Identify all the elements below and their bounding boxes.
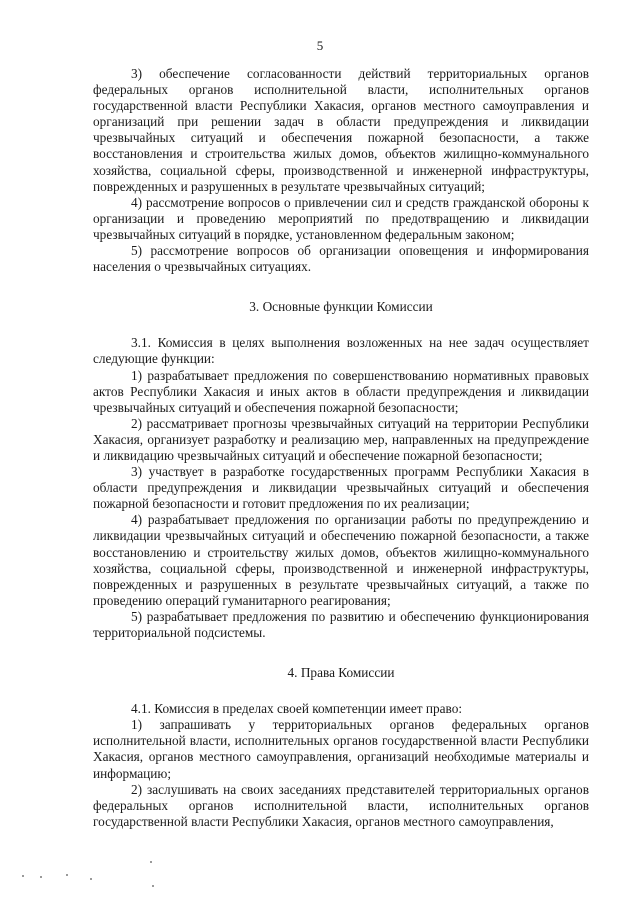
section3-item-1: 1) разрабатывает предложения по совершенствованию нормативных правовых актов Республики Хакасия и иных актов в области предупреждения и ликвидации чрезвычайных ситуаций и обеспечения пожарной безопасности; — [93, 367, 589, 415]
document-body — [93, 66, 589, 830]
section3-item-4: 4) разрабатывает предложения по организации работы по предупреждению и ликвидации чрезвычайных ситуаций и обеспечению пожарной безопасности, а также восстановлению и строительству жилых домов, объектов жилищно-коммунального хозяйства, социальной сферы, производственной и инженерной инфраструктуры, поврежденных и разрушенных в результате чрезвычайных ситуаций, а также по проведению операций гуманитарного реагирования; — [93, 512, 589, 608]
section3-heading: 3. Основные функции Комиссии — [249, 299, 433, 315]
section4-intro: 4.1. Комиссия в пределах своей компетенции имеет право: — [131, 701, 463, 717]
section3-item-3: 3) участвует в разработке государственных программ Республики Хакасия в области предупреждения и ликвидации чрезвычайных ситуаций и обеспечения пожарной безопасности и готовит предложения по их реализации; — [93, 464, 589, 512]
section2-item-4: 4) рассмотрение вопросов о привлечении сил и средств гражданской обороны к организации и проведению мероприятий по предотвращению и ликвидации чрезвычайных ситуаций в порядке, установленном федеральным законом; — [93, 194, 589, 242]
section4-item-2: 2) заслушивать на своих заседаниях представителей территориальных органов федеральных органов исполнительной власти, исполнительных органов государственной власти Республики Хакасия, органов местного самоуправления, — [93, 781, 589, 829]
page-number: 5 — [316, 38, 324, 53]
section3-intro: 3.1. Комиссия в целях выполнения возложенных на нее задач осуществляет следующие функции: — [93, 335, 589, 367]
scan-artifacts — [0, 855, 640, 905]
section3-item-2: 2) рассматривает прогнозы чрезвычайных ситуаций на территории Республики Хакасия, организует разработку и реализацию мер, направленных на предупреждение и ликвидацию чрезвычайных ситуаций и обеспечение пожарной безопасности; — [93, 415, 589, 463]
section3-item-5: 5) разрабатывает предложения по развитию и обеспечению функционирования территориальной подсистемы. — [93, 608, 589, 640]
section4-heading: 4. Права Комиссии — [287, 665, 395, 681]
section2-item-3: 3) обеспечение согласованности действий территориальных органов федеральных органов исполнительной власти, исполнительных органов государственной власти Республики Хакасия, органов местного самоуправления и организаций при решении задач в области предупреждения и ликвидации чрезвычайных ситуаций и обеспечения пожарной безопасности, а также восстановления и строительства жилых домов, объектов жилищно-коммунального хозяйства, социальной сферы, производственной и инженерной инфраструктуры, поврежденных и разрушенных в результате чрезвычайных ситуаций; — [93, 66, 589, 194]
section2-item-5: 5) рассмотрение вопросов об организации оповещения и информирования населения о чрезвычайных ситуациях. — [93, 243, 589, 275]
section4-item-1: 1) запрашивать у территориальных органов федеральных органов исполнительной власти, исполнительных органов государственной власти Республики Хакасия, органов местного самоуправления, организаций необходимые материалы и информацию; — [93, 717, 589, 781]
